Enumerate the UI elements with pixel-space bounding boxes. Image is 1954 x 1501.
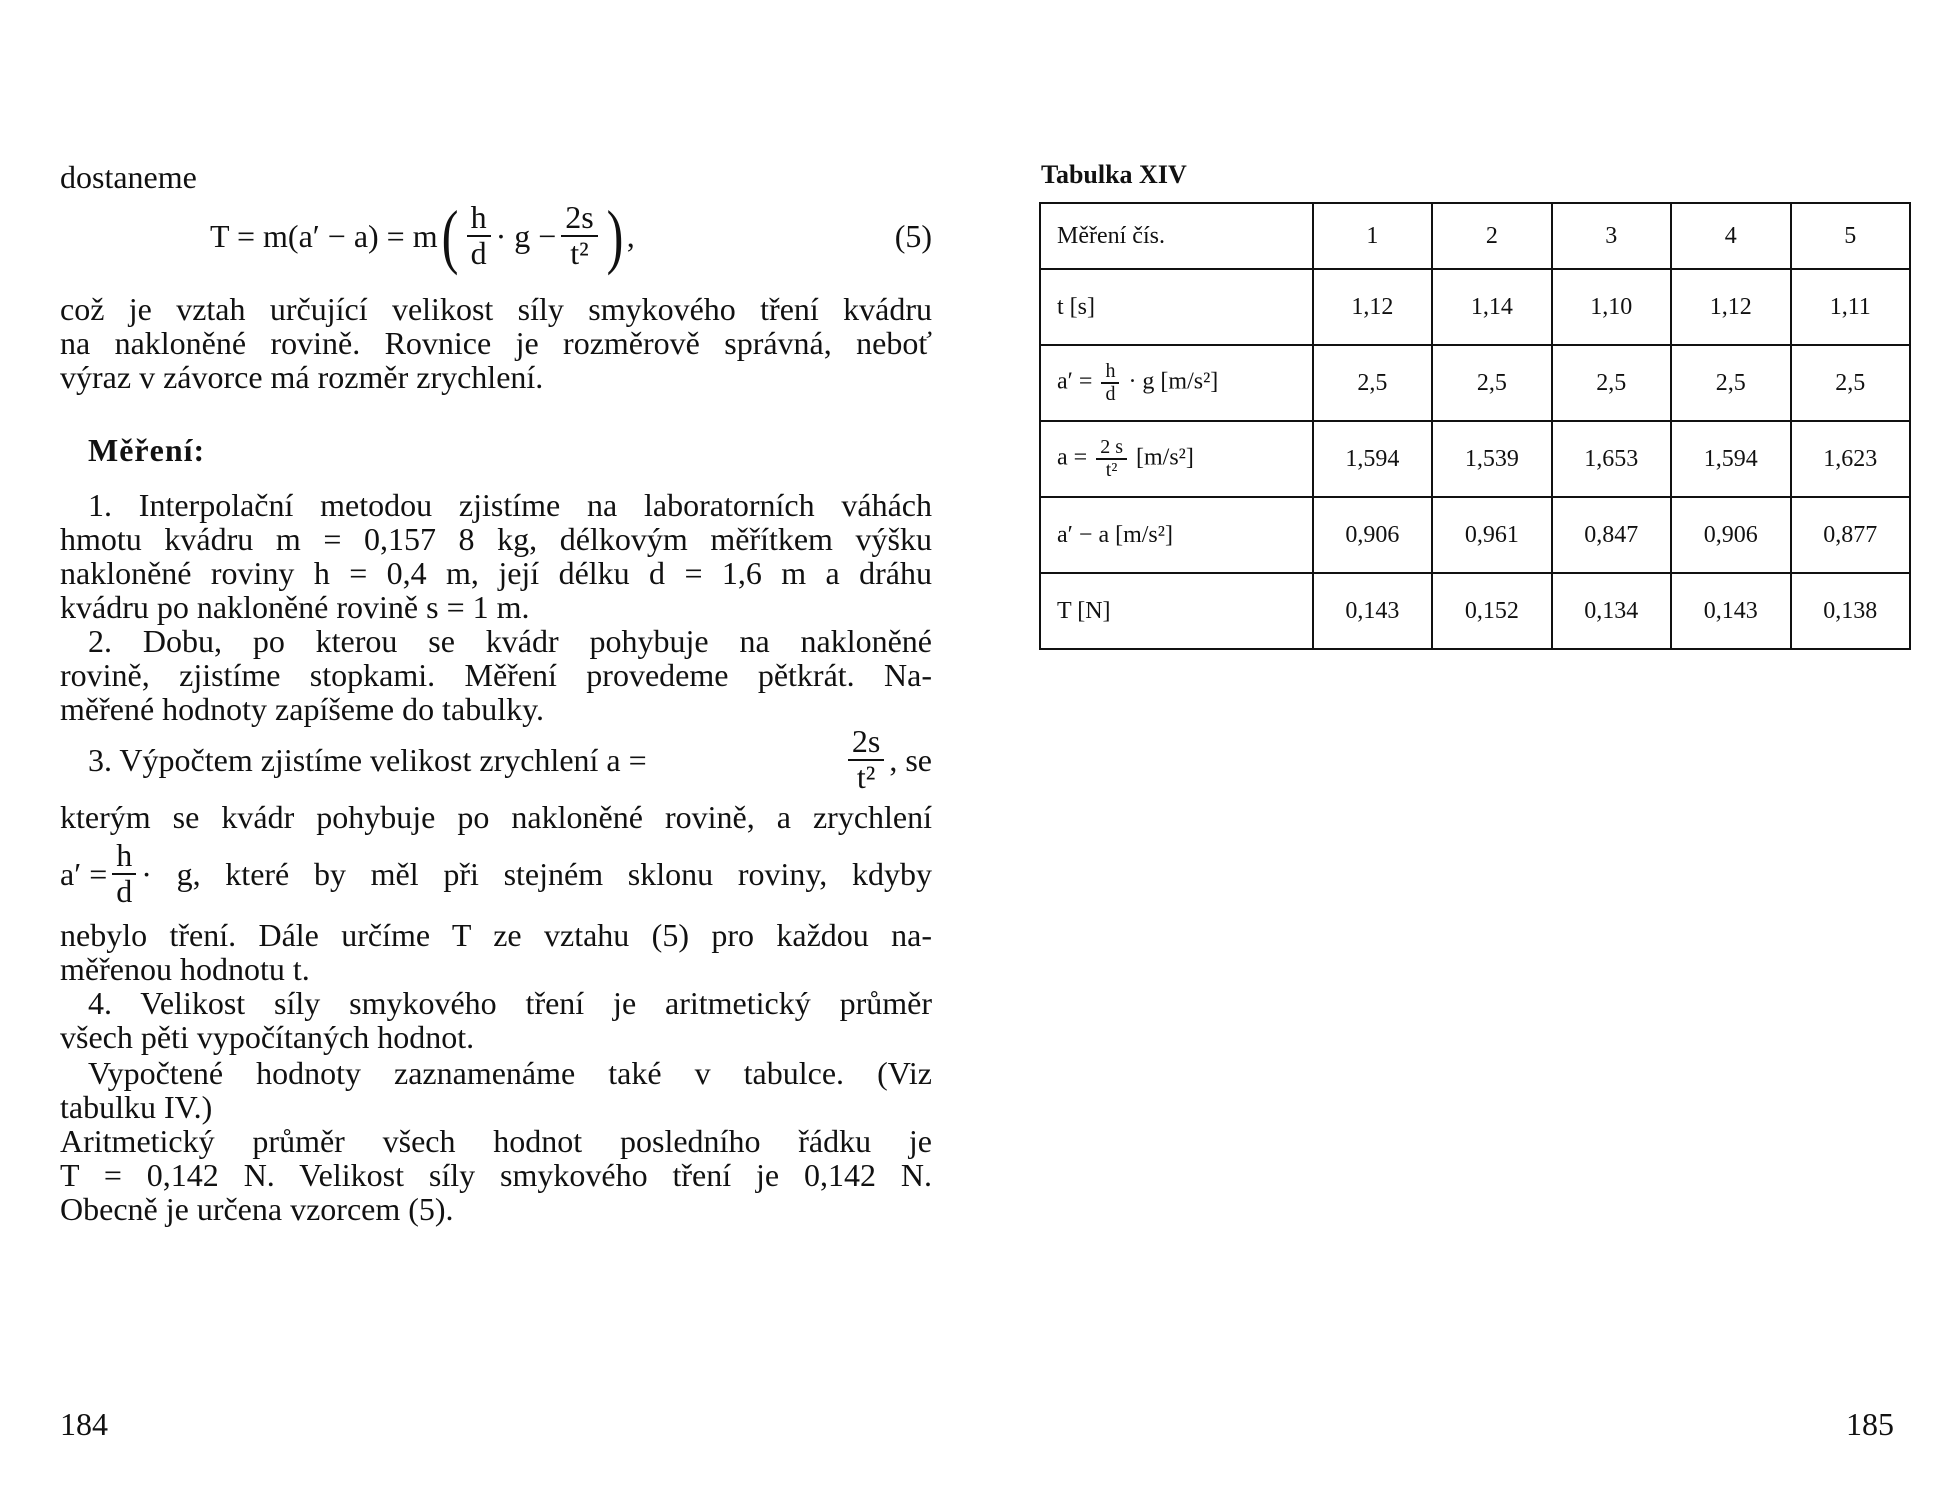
row-label: a′ − a [m/s²] [1040,497,1313,573]
measurement-table [1039,202,1911,650]
page-number-left: 184 [60,1406,108,1442]
table-row [1040,269,1910,345]
table-cell: 1,653 [1552,421,1671,497]
page-number-right: 185 [1846,1406,1894,1442]
table-cell: 1,594 [1671,421,1790,497]
fraction-2s-over-t2: $\frac{2s}{\text{t²}}$ [561,201,597,270]
formula-lhs: T = m(a′ − a) = m [210,217,438,254]
table-cell: 2,5 [1432,345,1551,421]
row-label: a′ = $\frac{h}{d}$ · g [m/s²] [1040,345,1313,421]
table-cell: 1,12 [1313,269,1432,345]
table-title: Tabulka XIV [1041,160,1187,189]
table-cell: 0,961 [1432,497,1551,573]
table-cell: 0,906 [1671,497,1790,573]
table-cell: 0,906 [1313,497,1432,573]
column-header: 2 [1432,203,1551,269]
table-cell: 1,623 [1791,421,1911,497]
column-header: 3 [1552,203,1671,269]
section-title: Měření: [88,432,206,468]
table-cell: 0,143 [1671,573,1790,649]
table-cell: 1,594 [1313,421,1432,497]
table-cell: 1,11 [1791,269,1911,345]
table-cell: 1,12 [1671,269,1790,345]
table-row [1040,421,1910,497]
intro-text: dostaneme [60,159,197,195]
fraction-h-over-d-inline: $\frac{h}{d}$ [112,839,136,908]
left-page: dostaneme T = m(a′ − a) = m ( $\frac{h}{d}$ · g − $\frac{2s}{\text{t²}}$ ) , (5) což je vztah určující velikost síly smykového tření kvádru na nakloněné rovině. Rovnice je rozměrově správná, neboť výraz v závorce má rozměr zrychlení. Měření: 1. Interpolační metodou zjistíme na laboratorních váhách hmotu kvádru m = 0,157 8 kg, délkovým měřítkem výšku nakloněné roviny h = 0,4 m, její délku d = 1,6 m a dráhu kvádru po nakloněné rovině s = 1 m. 2. Dobu, po kterou se kvádr pohybuje na nakloněné rovině, zjistíme stopkami. Měření provedeme pětkrát. Na- měřené hodnoty zapíšeme do tabulky. 3. Výpočtem zjistíme velikost zrychlení a = $\frac{2s}{\text{t²}}$ , se kterým se kvádr pohybuje po nakloněné rovině, a zrychlení a′ = $\frac{h}{d}$ · g, které by měl při stejném sklonu roviny, kdyby nebylo tření. Dále určíme T ze vztahu (5) pro každou na- měřenou hodnotu t. 4. Velikost síly smykového tření je aritmetický průměr všech pěti vypočítaných hodnot. Vypočtené hodnoty zaznamenáme také v tabulce. (Viz tabulku IV.) Aritmetický průměr všech hodnot posledního řádku je T = 0,142 N. Velikost síly smykového tření je 0,142 N. Obecně je určena vzorcem (5). 184 [60,159,932,1442]
table-cell: 2,5 [1552,345,1671,421]
table-row [1040,497,1910,573]
fraction-h-over-d: $\frac{h}{d}$ [467,201,491,270]
table-cell: 0,138 [1791,573,1911,649]
table-cell: 1,14 [1432,269,1551,345]
table-cell: 1,10 [1552,269,1671,345]
table-cell: 0,152 [1432,573,1551,649]
fraction-2s-over-t2-inline: $\frac{2s}{\text{t²}}$ [848,725,884,794]
table-cell: 2,5 [1671,345,1790,421]
table-header-row [1040,203,1910,269]
table-row [1040,573,1910,649]
column-header: 5 [1791,203,1911,269]
right-page [977,0,1954,1501]
row-label: a = $\frac{2 s}{\text{t²}}$ [m/s²] [1040,421,1313,497]
table-cell: 0,143 [1313,573,1432,649]
row-label: T [N] [1040,573,1313,649]
table-cell: 2,5 [1313,345,1432,421]
table-cell: 2,5 [1791,345,1911,421]
column-header: 1 [1313,203,1432,269]
table-cell: 0,134 [1552,573,1671,649]
table-cell: 0,847 [1552,497,1671,573]
row-label: t [s] [1040,269,1313,345]
formula-5: T = m(a′ − a) = m ( $\frac{h}{d}$ · g − $\frac{2s}{\text{t²}}$ ) , (5) [210,196,932,276]
equation-number: (5) [894,218,932,254]
table-cell: 0,877 [1791,497,1911,573]
column-header: 4 [1671,203,1790,269]
table-header-label: Měření čís. [1040,203,1313,269]
table-row [1040,345,1910,421]
table-cell: 1,539 [1432,421,1551,497]
